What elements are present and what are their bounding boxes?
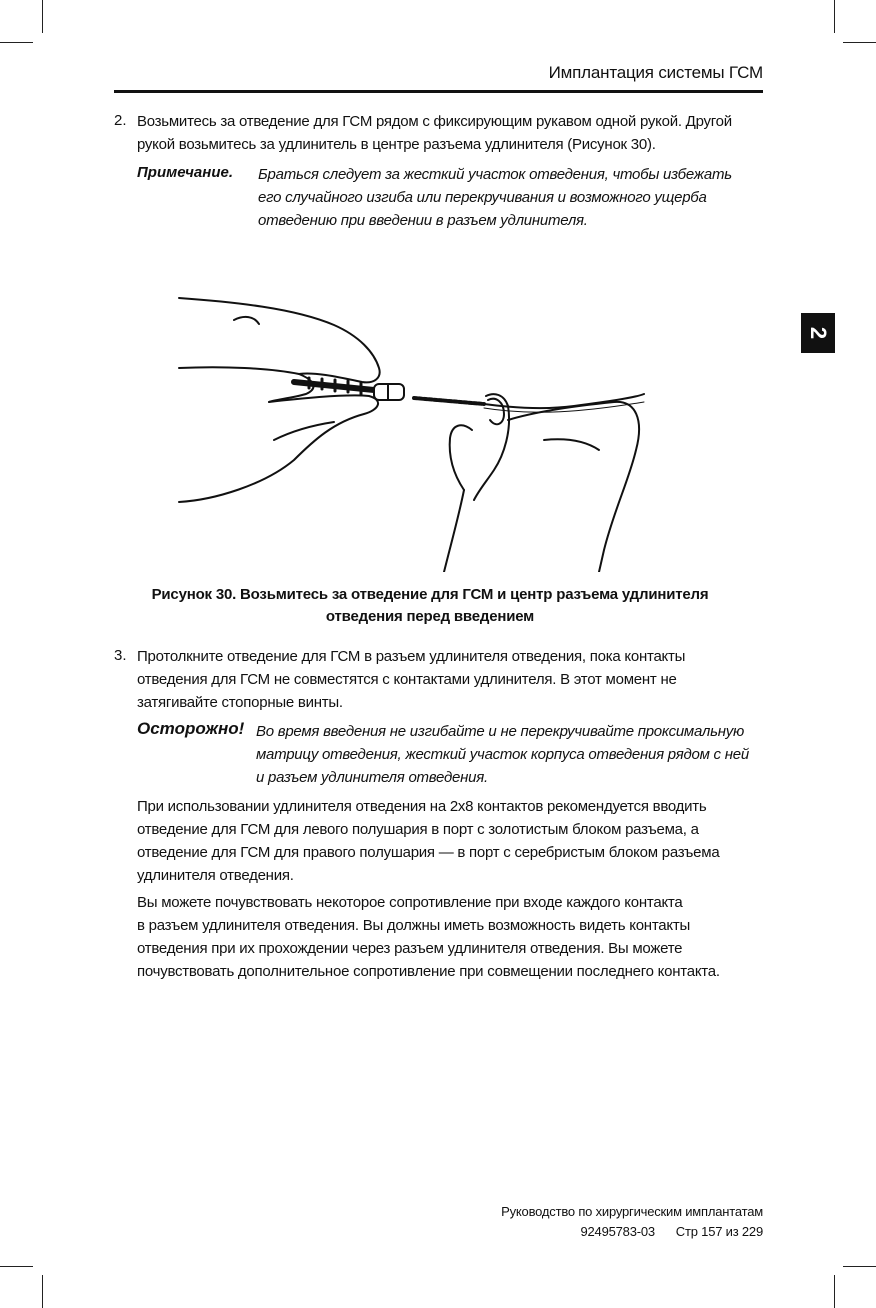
caution-label: Осторожно!	[137, 719, 245, 738]
footer-doc-line	[501, 1222, 763, 1242]
text-line: почувствовать дополнительное сопротивление при совмещении последнего контакта.	[137, 963, 720, 980]
left-hand-knuckle	[234, 317, 259, 324]
text-line: затягивайте стопорные винты.	[137, 694, 343, 711]
step-number: 2.	[114, 112, 127, 129]
text-line: в разъем удлинителя отведения. Вы должны иметь возможность видеть контакты	[137, 917, 691, 934]
caution-text	[256, 720, 771, 789]
doc-number: 92495783-03	[580, 1224, 655, 1239]
step-3-text	[137, 645, 767, 714]
figure-illustration	[174, 290, 648, 572]
crop-mark	[0, 1266, 33, 1267]
text-line: отведение для ГСМ для правого полушария — в порт с серебристым блоком разъема	[137, 844, 720, 861]
left-hand-palm	[179, 395, 378, 502]
caption-line: отведения перед введением	[325, 608, 535, 625]
proximal-contacts	[414, 398, 484, 404]
right-hand-palm	[508, 402, 639, 572]
right-hand-finger	[450, 425, 472, 490]
text-line: рукой возьмитесь за удлинитель в центре разъема удлинителя (Рисунок 30).	[137, 136, 656, 153]
text-line: отведению при введении в разъем удлинителя.	[258, 212, 588, 229]
crop-mark	[843, 42, 876, 43]
crop-mark	[0, 42, 33, 43]
chapter-tab	[801, 313, 835, 353]
text-line: его случайного изгиба или перекручивания и возможного ущерба	[258, 189, 707, 206]
chapter-number: 2	[806, 326, 831, 340]
text-line: Во время введения не изгибайте и не перекручивайте проксимальную	[256, 723, 744, 740]
text-line: Браться следует за жесткий участок отведения, чтобы избежать	[258, 166, 732, 183]
left-hand-crease	[274, 422, 334, 440]
crop-mark	[834, 1275, 835, 1308]
step-number: 3.	[114, 647, 127, 664]
text-line: Протолкните отведение для ГСМ в разъем удлинителя отведения, пока контакты	[137, 648, 686, 665]
text-line: удлинителя отведения.	[137, 867, 294, 884]
page-info: Стр 157 из 229	[675, 1224, 763, 1239]
right-hand-crease	[544, 439, 599, 450]
caption-line: Рисунок 30. Возьмитесь за отведение для ГСМ и центр разъема удлинителя	[151, 586, 709, 603]
step-2-text	[137, 110, 767, 156]
left-hand-index-finger	[179, 298, 380, 382]
right-hand-wrist	[444, 490, 464, 572]
text-line: Возьмитесь за отведение для ГСМ рядом с фиксирующим рукавом одной рукой. Другой	[137, 113, 732, 130]
crop-mark	[834, 0, 835, 33]
paragraph-resistance	[137, 891, 767, 983]
crop-mark	[42, 0, 43, 33]
crop-mark	[42, 1275, 43, 1308]
text-line: Вы можете почувствовать некоторое сопротивление при входе каждого контакта	[137, 894, 683, 911]
text-line: отведения при их прохождении через разъем удлинителя отведения. Вы можете	[137, 940, 683, 957]
note-text	[258, 163, 758, 232]
figure-caption	[120, 584, 740, 628]
paragraph-2x8-extension	[137, 795, 767, 887]
text-line: и разъем удлинителя отведения.	[256, 769, 488, 786]
text-line: отведение для ГСМ для левого полушария в порт с золотистым блоком разъема, а	[137, 821, 699, 838]
manual-title: Руководство по хирургическим имплантатам	[501, 1204, 763, 1219]
page-footer	[501, 1202, 763, 1242]
page-header-title: Имплантация системы ГСМ	[548, 63, 763, 82]
note-label: Примечание.	[137, 164, 233, 181]
right-hand-thumbnail	[488, 399, 504, 424]
text-line: матрицу отведения, жесткий участок корпуса отведения рядом с ней	[256, 746, 749, 763]
text-line: отведения для ГСМ не совместятся с контактами удлинителя. В этот момент не	[137, 671, 677, 688]
text-line: При использовании удлинителя отведения на 2x8 контактов рекомендуется вводить	[137, 798, 707, 815]
header-rule	[114, 90, 763, 93]
crop-mark	[843, 1266, 876, 1267]
